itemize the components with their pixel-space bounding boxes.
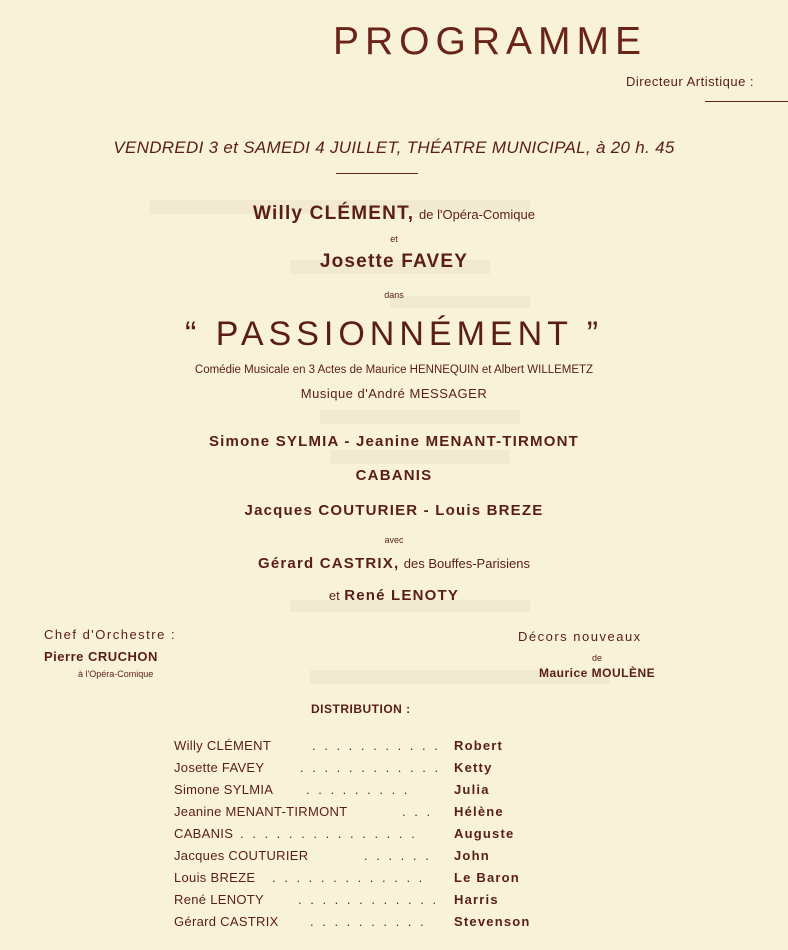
performance-date-line: VENDREDI 3 et SAMEDI 4 JUILLET, THÉATRE MUNICIPAL, à 20 h. 45	[113, 138, 675, 157]
distribution-leader: . . . . . . . . . . . . .	[272, 870, 425, 885]
conductor-label: Chef d'Orchestre :	[44, 627, 177, 642]
director-signature-line	[705, 101, 788, 102]
conductor-name: Pierre CRUCHON	[44, 649, 158, 664]
distribution-heading: DISTRIBUTION :	[311, 702, 411, 716]
cast-line-5-name: René LENOTY	[344, 587, 460, 604]
star1-affiliation: de l'Opéra-Comique	[419, 207, 535, 222]
cast-line-5-prefix: et	[328, 588, 340, 603]
show-subtitle: Comédie Musicale en 3 Actes de Maurice HENNEQUIN et Albert WILLEMETZ	[194, 364, 594, 376]
distribution-row	[0, 782, 788, 802]
show-music-credit: Musique d'André MESSAGER	[300, 386, 488, 401]
distribution-actor: Louis BREZE	[174, 870, 256, 885]
distribution-actor: Jeanine MENANT-TIRMONT	[174, 804, 348, 819]
distribution-actor: Simone SYLMIA	[174, 782, 274, 797]
cast-line-1: Simone SYLMIA - Jeanine MENANT-TIRMONT	[208, 433, 580, 450]
distribution-role: Stevenson	[454, 914, 531, 929]
distribution-leader: . . . . . . . . . . . .	[300, 760, 441, 775]
distribution-leader: . . . . . . . . . . .	[312, 738, 441, 753]
decor-name: Maurice MOULÈNE	[539, 666, 656, 680]
distribution-row	[0, 848, 788, 868]
distribution-leader: . . . . . . . . .	[306, 782, 410, 797]
distribution-role: Auguste	[454, 826, 515, 841]
distribution-leader: . . .	[402, 804, 433, 819]
distribution-role: Ketty	[454, 760, 493, 775]
joiner-avec: avec	[384, 535, 404, 545]
distribution-row	[0, 804, 788, 824]
decor-label: Décors nouveaux	[518, 629, 642, 644]
distribution-role: John	[454, 848, 490, 863]
distribution-leader: . . . . . .	[364, 848, 432, 863]
distribution-actor: CABANIS	[174, 826, 234, 841]
page-title: PROGRAMME	[333, 20, 648, 63]
distribution-role: Robert	[454, 738, 504, 753]
distribution-leader: . . . . . . . . . .	[310, 914, 427, 929]
distribution-role: Julia	[454, 782, 490, 797]
distribution-row	[0, 738, 788, 758]
distribution-role: Harris	[454, 892, 499, 907]
joiner-et: et	[390, 234, 398, 244]
distribution-actor: Gérard CASTRIX	[174, 914, 279, 929]
distribution-actor: Willy CLÉMENT	[174, 738, 272, 753]
star-line-1	[0, 203, 788, 225]
distribution-row	[0, 826, 788, 846]
star1-name: Willy CLÉMENT,	[253, 203, 415, 224]
distribution-role: Hélène	[454, 804, 504, 819]
distribution-row	[0, 914, 788, 934]
distribution-row	[0, 870, 788, 890]
distribution-row	[0, 760, 788, 780]
distribution-actor: Josette FAVEY	[174, 760, 265, 775]
conductor-affiliation: à l'Opéra-Comique	[78, 669, 154, 679]
cast-line-4-affiliation: des Bouffes-Parisiens	[403, 556, 531, 571]
cast-line-4-name: Gérard CASTRIX,	[257, 555, 400, 572]
decor-de: de	[592, 653, 603, 663]
show-title: “ PASSIONNÉMENT ”	[184, 315, 604, 353]
distribution-role: Le Baron	[454, 870, 520, 885]
distribution-actor: Jacques COUTURIER	[174, 848, 309, 863]
cast-line-5	[0, 587, 788, 605]
cast-line-4	[0, 555, 788, 573]
star2-name: Josette FAVEY	[319, 251, 469, 272]
artistic-director-label: Directeur Artistique :	[626, 74, 755, 89]
distribution-actor: René LENOTY	[174, 892, 265, 907]
distribution-row	[0, 892, 788, 912]
divider-rule	[336, 173, 418, 174]
cast-line-2: CABANIS	[355, 467, 433, 484]
distribution-leader: . . . . . . . . . . . . . . .	[240, 826, 418, 841]
distribution-leader: . . . . . . . . . . . .	[298, 892, 439, 907]
cast-line-3: Jacques COUTURIER - Louis BREZE	[244, 502, 544, 519]
joiner-dans: dans	[384, 290, 404, 300]
